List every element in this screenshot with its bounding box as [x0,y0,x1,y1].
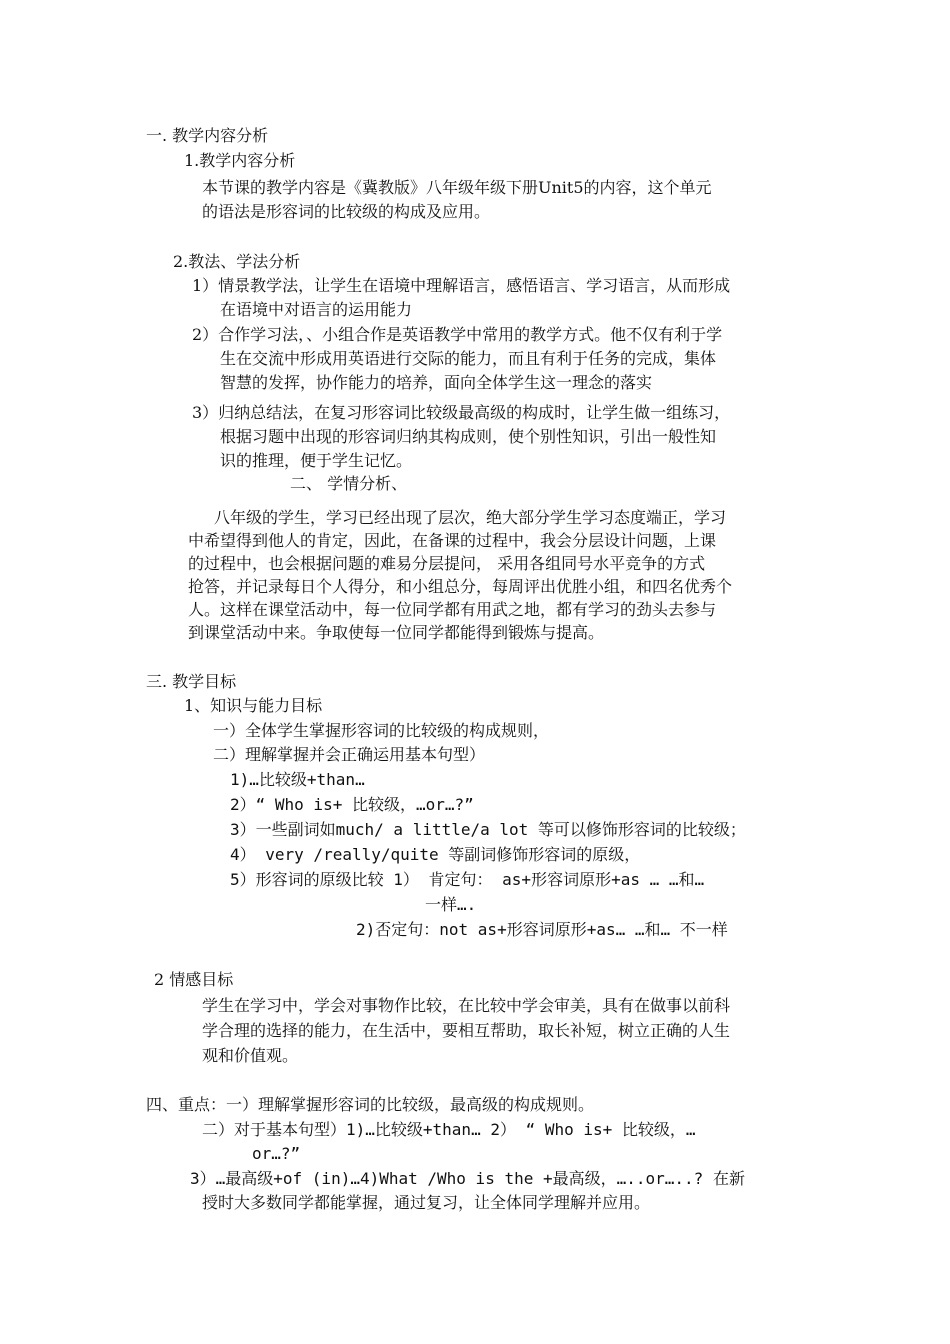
content-analysis-text [202,176,712,224]
method-1 [192,274,730,322]
section-3-sub2: 2 情感目标 [154,970,234,989]
pattern-5-cont: 一样…. [425,895,477,914]
text-line: 2）合作学习法，、小组合作是英语教学中常用的教学方式。他不仅有利于学 [192,325,723,344]
text-line: 本节课的教学内容是《冀教版》八年级年级下册Unit5的内容，这个单元 [202,178,712,197]
goal-2: 二）理解掌握并会正确运用基本句型） [213,745,486,764]
text-line: 到课堂活动中来。争取使每一位同学都能得到锻炼与提高。 [188,623,605,642]
key-point-line-2: 二）对于基本句型）1)…比较级+than… 2） “ Who is+ 比较级，… [202,1120,696,1139]
section-3-heading: 三. 教学目标 [146,672,237,691]
text-line: 人。这样在课堂活动中，每一位同学都有用武之地，都有学习的劲头去参与 [188,600,717,619]
pattern-3: 3）一些副词如much/ a little/a lot 等可以修饰形容词的比较级； [230,820,746,839]
text-line: 的过程中，也会根据问题的难易分层提问， 采用各组同号水平竞争的方式 [188,554,706,573]
pattern-1: 1)…比较级+than… [230,770,365,789]
text-line: 的语法是形容词的比较级的构成及应用。 [202,202,491,221]
text-line: 抢答，并记录每日个人得分，和小组总分，每周评出优胜小组，和四名优秀个 [188,577,733,596]
text-line: 1）情景教学法，让学生在语境中理解语言，感悟语言、学习语言，从而形成 [192,276,731,295]
pattern-5-negative: 2)否定句：not as+形容词原形+as… …和… 不一样 [356,920,728,939]
section-1-heading: 一. 教学内容分析 [146,126,269,145]
text-line: 中希望得到他人的肯定，因此，在备课的过程中，我会分层设计问题，上课 [188,531,717,550]
text-line: 识的推理，便于学生记忆。 [220,451,413,470]
learning-analysis-text [188,506,732,644]
pattern-5: 5）形容词的原级比较 1） 肯定句： as+形容词原形+as … …和… [230,870,705,889]
section-2-heading: 二、 学情分析、 [290,474,408,493]
text-line: 八年级的学生，学习已经出现了层次，绝大部分学生学习态度端正，学习 [214,508,727,527]
pattern-2: 2）“ Who is+ 比较级，…or…?” [230,795,474,814]
text-line: 在语境中对语言的运用能力 [220,300,413,319]
pattern-4: 4） very /really/quite 等副词修饰形容词的原级， [230,845,641,864]
method-3 [192,401,730,473]
text-line: 生在交流中形成用英语进行交际的能力，而且有利于任务的完成，集体 [220,349,717,368]
section-3-sub1: 1、知识与能力目标 [184,696,323,715]
key-point-line-5: 授时大多数同学都能掌握，通过复习，让全体同学理解并应用。 [202,1193,651,1212]
text-line: 观和价值观。 [202,1046,299,1065]
section-4-heading: 四、重点：一）理解掌握形容词的比较级，最高级的构成规则。 [146,1095,595,1114]
text-line: 学合理的选择的能力，在生活中，要相互帮助，取长补短，树立正确的人生 [202,1021,731,1040]
key-point-line-3: or…?” [252,1144,301,1163]
text-line: 学生在学习中，学会对事物作比较，在比较中学会审美，具有在做事以前科 [202,996,731,1015]
method-2 [192,323,722,395]
emotion-goal-text [202,993,730,1068]
text-line: 智慧的发挥，协作能力的培养，面向全体学生这一理念的落实 [220,373,653,392]
text-line: 3）归纳总结法，在复习形容词比较级最高级的构成时，让学生做一组练习， [192,403,731,422]
key-point-line-4: 3）…最高级+of (in)…4)What /Who is the +最高级，…..or…..? 在新 [190,1169,745,1188]
section-1-sub2: 2.教法、学法分析 [173,252,301,271]
section-1-sub1: 1.教学内容分析 [184,151,296,170]
text-line: 根据习题中出现的形容词归纳其构成则，使个别性知识，引出一般性知 [220,427,717,446]
goal-1: 一）全体学生掌握形容词的比较级的构成规则， [213,721,550,740]
